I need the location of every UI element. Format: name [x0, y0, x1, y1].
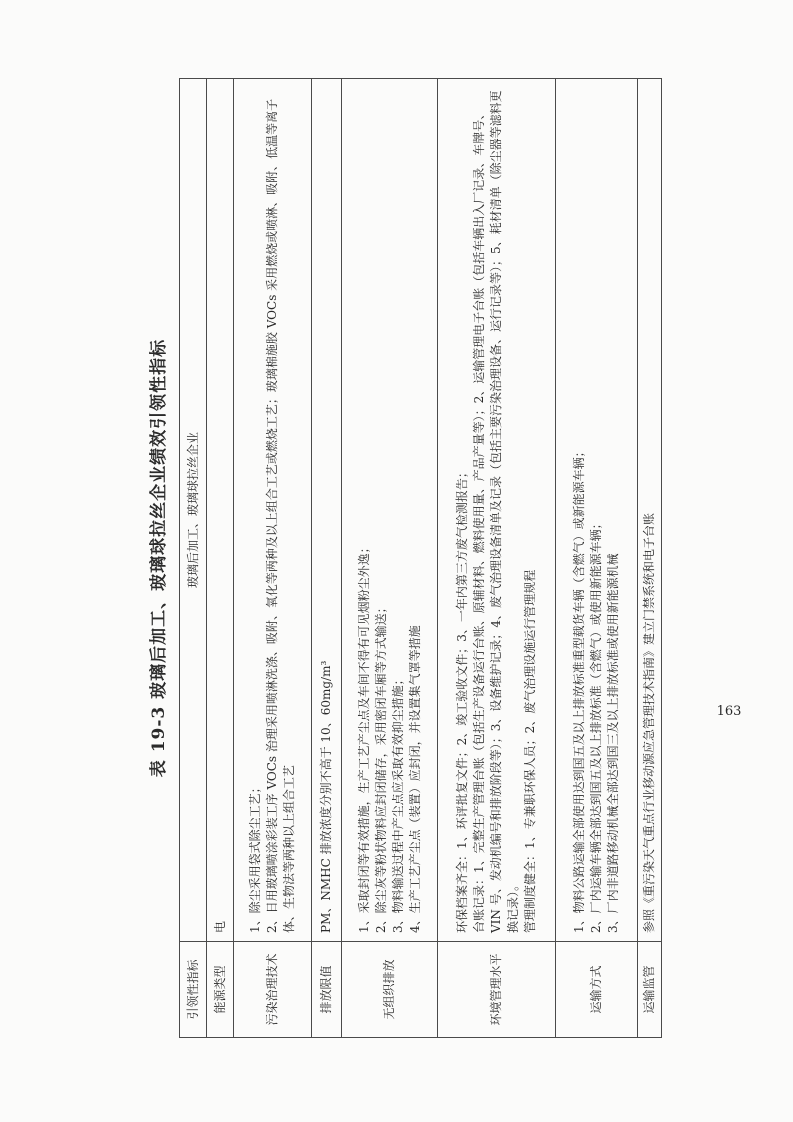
fugitive-line-3: 3、物料输送过程中产尘点应采取有效抑尘措施；: [390, 673, 405, 933]
management-line-3: 管理制度健全：1、专兼职环保人员；2、废气治理设施运行管理规程: [523, 569, 537, 933]
transport-line-3: 3、厂内非道路移动机械全部达到国三及以上排放标准或使用新能源机械: [606, 553, 620, 933]
energy-label: 能源类型: [207, 942, 234, 1038]
pollution-value: [234, 79, 312, 942]
indicator-table: [179, 78, 662, 1038]
transport-value: [556, 79, 638, 942]
management-row: [438, 79, 556, 1038]
transport-line-2: 2、厂内运输车辆全部达到国五及以上排放标准（含燃气）或使用新能源车辆；: [589, 517, 603, 933]
table-title: 表 19-3 玻璃后加工、玻璃球拉丝企业绩效引领性指标: [149, 338, 169, 778]
management-line-2: 台账记录：1、完整生产管理台账（包括生产设备运行台账、原辅材料、燃料使用量、产品产量等）；2、运输管理电子台账（包括车辆出入厂记录、车牌号、VIN 号、发动机编号和排放阶段等）；3、设备维护记录；4、废气治理设备清单及记录（包括主要污染治理设备、运行记录等）；5、耗材清单（除尘器等滤料更换记录）。: [472, 90, 520, 933]
pollution-row: [234, 79, 312, 1038]
monitoring-row: [638, 79, 662, 1038]
monitoring-label: 运输监管: [638, 942, 662, 1038]
monitoring-value: 参照《重污染天气重点行业移动源应急管理技术指南》建立门禁系统和电子台账: [638, 79, 662, 942]
fugitive-line-4: 4、生产工艺产尘点（装置）应封闭，并设置集气罩等措施: [407, 625, 422, 933]
energy-row: [207, 79, 234, 1038]
transport-row: [556, 79, 638, 1038]
emission-label: 排放限值: [312, 942, 342, 1038]
header-value: 玻璃后加工、玻璃球拉丝企业: [180, 79, 207, 942]
transport-line-1: 1、物料公路运输全部使用达到国五及以上排放标准重型载货车辆（含燃气）或新能源车辆；: [572, 445, 586, 933]
management-value: [438, 79, 556, 942]
transport-label: 运输方式: [556, 942, 638, 1038]
fugitive-row: [342, 79, 438, 1038]
pollution-label: 污染治理技术: [234, 942, 312, 1038]
table-header-row: [180, 79, 207, 1038]
management-line-1: 环保档案齐全：1、环评批复文件；2、竣工验收文件；3、一年内第三方废气检测报告；: [455, 466, 469, 933]
emission-value: PM、NMHC 排放浓度分别不高于 10、60mg/m³: [312, 79, 342, 942]
pollution-line-2: 2、日用玻璃喷涂彩装工序 VOCs 治理采用喷淋洗涤、吸附、氧化等两种及以上组合工艺或燃烧工艺；玻璃棉施胶 VOCs 采用燃烧或喷淋、吸附、低温等离子体、生物法等两种以上组合工艺: [265, 98, 296, 933]
pollution-line-1: 1、除尘采用袋式除尘工艺；: [248, 781, 262, 933]
emission-row: [312, 79, 342, 1038]
fugitive-line-2: 2、除尘灰等粉状物料应封闭储存，采用密闭车厢等方式输送；: [373, 601, 388, 933]
rotated-page: [139, 78, 742, 1038]
energy-value: 电: [207, 79, 234, 942]
header-label: 引领性指标: [180, 942, 207, 1038]
fugitive-value: [342, 79, 438, 942]
fugitive-line-1: 1、采取封闭等有效措施，生产工艺产尘点及车间不得有可见烟粉尘外逸；: [356, 541, 371, 933]
page-number: 163: [716, 704, 742, 719]
fugitive-label: 无组织排放: [342, 942, 438, 1038]
management-label: 环境管理水平: [438, 942, 556, 1038]
